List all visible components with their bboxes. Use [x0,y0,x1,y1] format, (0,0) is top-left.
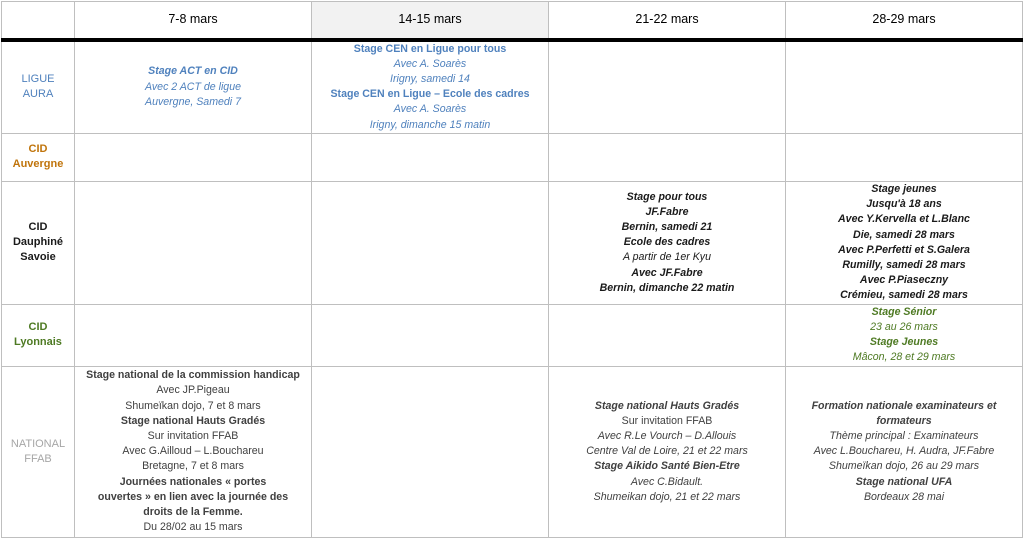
event-line: Stage Jeunes [869,336,939,349]
empty-cell [786,133,1023,181]
event-line: Rumilly, samedi 28 mars [842,258,966,271]
event-line: Stage CEN en Ligue – Ecole des cadres [330,88,530,101]
row-label-cid-lyonnais [2,304,75,366]
event-line: Avec JP.Pigeau [156,384,230,397]
row-label-line: CID [28,143,48,156]
date-header-1: 7-8 mars [75,2,312,40]
empty-cell [549,40,786,134]
row-label-line: FFAB [24,452,52,465]
date-header-3: 21-22 mars [549,2,786,40]
event-cell [312,40,549,134]
row-label-national-ffab [2,366,75,537]
event-line: Sur invitation FFAB [621,414,713,427]
event-line: Die, samedi 28 mars [853,228,955,241]
event-line: droits de la Femme. [143,505,243,518]
empty-cell [312,181,549,304]
empty-cell [312,366,549,537]
header-row [2,2,1023,40]
event-line: Shumeïkan dojo, 26 au 29 mars [828,460,980,473]
corner-cell [2,2,75,40]
row-cid-auvergne [2,133,1023,181]
row-label-cid-auvergne [2,133,75,181]
event-line: formateurs [876,414,932,427]
row-label-line: Lyonnais [14,336,62,349]
event-cell [75,366,312,537]
event-line: Stage Aikido Santé Bien-Etre [594,460,740,473]
event-line: Avec G.Ailloud – L.Bouchareu [122,445,264,458]
date-header-4: 28-29 mars [786,2,1023,40]
event-line: Jusqu'à 18 ans [866,198,942,211]
event-cell [75,40,312,134]
row-cid-lyonnais [2,304,1023,366]
event-cell [786,366,1023,537]
event-line: Stage Sénior [871,305,937,318]
row-label-line: Savoie [20,251,56,264]
event-line: Avec C.Bidault. [630,475,704,488]
event-line: Stage CEN en Ligue pour tous [353,42,507,55]
row-label-line: AURA [22,88,54,101]
empty-cell [75,133,312,181]
empty-cell [549,304,786,366]
event-line: ouvertes » en lien avec la journée des [97,490,289,503]
event-line: Avec A. Soarès [393,57,467,70]
event-line: Bordeaux 28 mai [863,490,945,503]
event-line: Shumeikan dojo, 21 et 22 mars [593,490,741,503]
event-line: Mâcon, 28 et 29 mars [852,351,956,364]
event-line: Sur invitation FFAB [147,429,239,442]
event-line: Avec L.Bouchareu, H. Audra, JF.Fabre [813,445,995,458]
event-line: Irigny, samedi 14 [390,72,470,85]
event-cell [786,181,1023,304]
empty-cell [75,181,312,304]
row-label-line: Dauphiné [12,236,64,249]
row-label-line: CID [28,221,48,234]
calendar-table [1,1,1023,538]
event-line: Bretagne, 7 et 8 mars [142,460,244,473]
event-line: Stage national de la commission handicap [86,369,300,382]
event-cell [549,181,786,304]
date-header-2: 14-15 mars [312,2,549,40]
event-line: Avec R.Le Vourch – D.Allouis [597,429,737,442]
event-line: Avec Y.Kervella et L.Blanc [838,213,970,226]
empty-cell [75,304,312,366]
event-line: Stage national Hauts Gradés [594,399,740,412]
event-line: Bernin, samedi 21 [621,220,713,233]
event-line: Avec A. Soarès [393,103,467,116]
row-label-line: LIGUE [21,73,55,86]
event-line: Auvergne, Samedi 7 [145,95,241,108]
event-line: Bernin, dimanche 22 matin [599,281,735,294]
event-cell [549,366,786,537]
event-line: A partir de 1er Kyu [623,251,711,264]
event-line: Avec P.Piaseczny [859,274,949,287]
row-label-line: CID [28,321,48,334]
event-line: Avec 2 ACT de ligue [145,80,241,93]
row-cid-dauphine-savoie [2,181,1023,304]
event-line: Crémieu, samedi 28 mars [840,289,968,302]
event-line: Journées nationales « portes [119,475,267,488]
event-line: Ecole des cadres [623,236,711,249]
event-line: Stage jeunes [871,182,937,195]
event-line: Stage pour tous [626,190,708,203]
event-line: Avec P.Perfetti et S.Galera [838,243,970,256]
empty-cell [549,133,786,181]
event-line: Avec JF.Fabre [631,266,703,279]
row-label-ligue-aura [2,40,75,134]
event-line: Thème principal : Examinateurs [829,429,979,442]
event-line: Stage ACT en CID [148,65,238,78]
row-label-line: Auvergne [12,158,64,171]
event-line: JF.Fabre [645,205,689,218]
empty-cell [312,304,549,366]
empty-cell [786,40,1023,134]
event-line: Stage national Hauts Gradés [120,414,266,427]
event-line: Centre Val de Loire, 21 et 22 mars [586,445,748,458]
row-label-line: NATIONAL [10,437,66,450]
event-line: Formation nationale examinateurs et [811,399,997,412]
event-cell [786,304,1023,366]
empty-cell [312,133,549,181]
event-line: Stage national UFA [855,475,953,488]
row-ligue-aura [2,40,1023,134]
event-line: Du 28/02 au 15 mars [143,521,243,534]
event-line: Shumeïkan dojo, 7 et 8 mars [125,399,261,412]
event-line: 23 au 26 mars [870,321,938,334]
event-line: Irigny, dimanche 15 matin [369,118,491,131]
row-national-ffab [2,366,1023,537]
row-label-cid-dauphine-savoie [2,181,75,304]
